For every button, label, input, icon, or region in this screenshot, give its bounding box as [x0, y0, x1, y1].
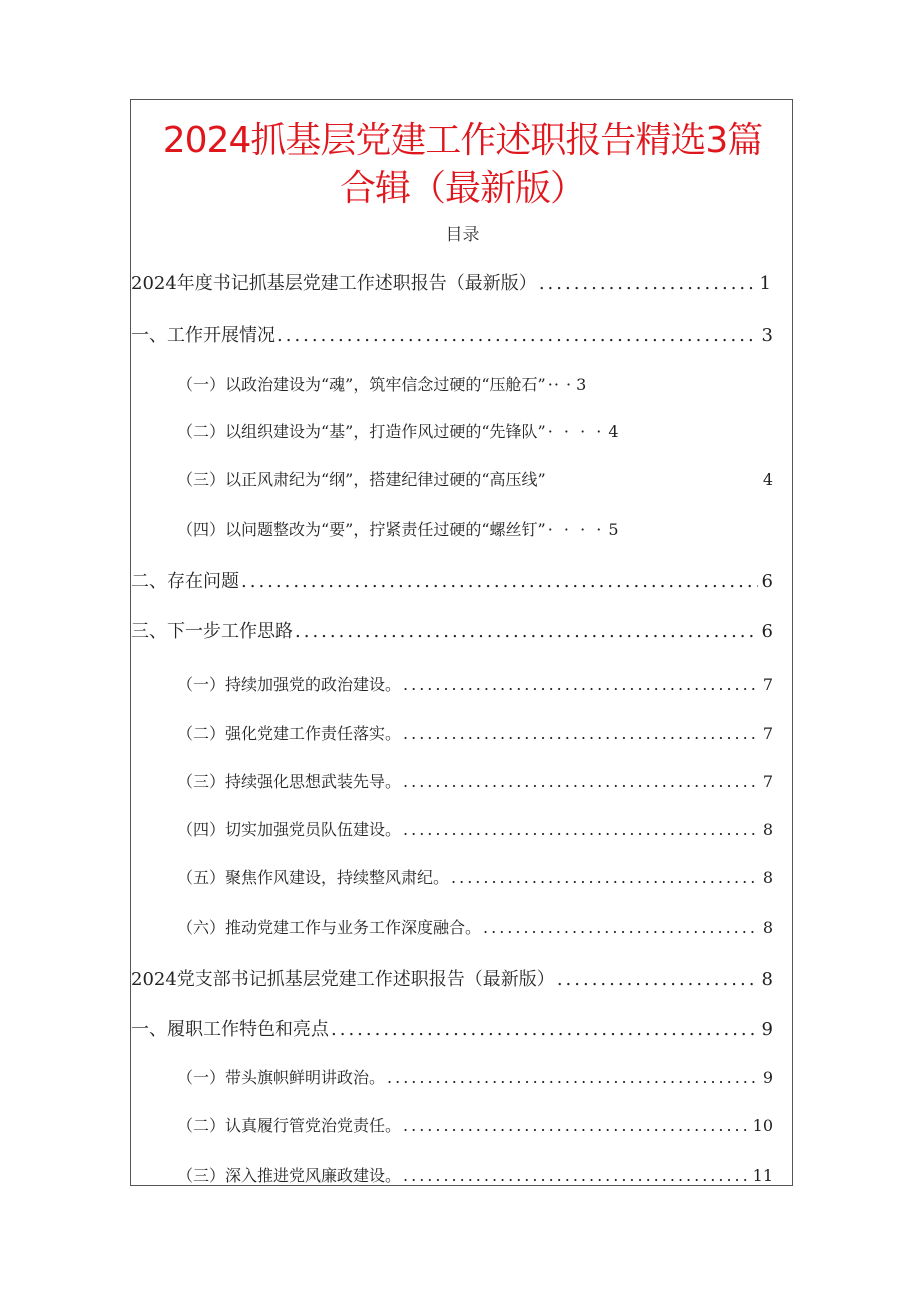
toc-leader-dots: [403, 1166, 749, 1185]
toc-entry-page: 4: [608, 422, 619, 441]
toc-entry-label: （二）认真履行管党治党责任。: [177, 1116, 402, 1135]
toc-entry-subsection[interactable]: [177, 467, 773, 493]
toc-entry-page: 7: [762, 724, 773, 743]
document-title-line-2: 合辑（最新版）: [339, 168, 585, 209]
toc-leader-dots: [403, 675, 759, 694]
toc-entry-page: 3: [761, 325, 773, 346]
toc-entry-label: 2024党支部书记抓基层党建工作述职报告（最新版）: [131, 969, 555, 990]
toc-entry-label: 一、履职工作特色和亮点: [131, 1019, 329, 1040]
toc-entry-page: 5: [608, 520, 619, 539]
toc-leader-dots: [241, 571, 758, 592]
toc-leader-dots: [557, 969, 758, 990]
toc-entry-label: 一、工作开展情况: [131, 325, 275, 346]
toc-entry-label: 2024年度书记抓基层党建工作述职报告（最新版）: [131, 273, 537, 294]
toc-entry-page: 8: [762, 918, 773, 937]
toc-entry-section[interactable]: [131, 617, 773, 643]
toc-entry-page: 6: [761, 571, 773, 592]
toc-entry-page: 8: [762, 820, 773, 839]
toc-leader-dots: [483, 918, 759, 937]
toc-entry-report-1[interactable]: [131, 269, 771, 295]
toc-entry-label: （三）持续强化思想武装先导。: [177, 772, 402, 791]
toc-entry-label: （一）以政治建设为“魂”，筑牢信念过硬的“压舱石”: [177, 375, 546, 394]
toc-leader-dots: [548, 422, 605, 441]
toc-leader-dots: [331, 1019, 758, 1040]
toc-entry-label: （四）以问题整改为“要”，拧紧责任过硬的“螺丝钉”: [177, 520, 546, 539]
toc-leader-dots: [548, 520, 605, 539]
toc-entry-label: 二、存在问题: [131, 571, 239, 592]
toc-entry-label: （一）持续加强党的政治建设。: [177, 675, 402, 694]
toc-entry-section[interactable]: [131, 1015, 773, 1041]
toc-leader-dots: [403, 1116, 749, 1135]
toc-entry-label: （六）推动党建工作与业务工作深度融合。: [177, 918, 482, 937]
toc-entry-label: （五）聚焦作风建设，持续整风肃纪。: [177, 868, 450, 887]
toc-entry-subsection[interactable]: [177, 865, 773, 891]
toc-entry-page: 8: [761, 969, 773, 990]
toc-entry-subsection[interactable]: [177, 1065, 773, 1091]
toc-entry-subsection[interactable]: [177, 419, 619, 445]
toc-leader-dots: [403, 820, 759, 839]
toc-leader-dots: [403, 772, 759, 791]
document-title-line-1: 2024抓基层党建工作述职报告精选3篇: [162, 120, 763, 161]
toc-entry-label: （二）以组织建设为“基”，打造作风过硬的“先锋队”: [177, 422, 546, 441]
toc-entry-section[interactable]: [131, 567, 773, 593]
toc-entry-page: 6: [761, 621, 773, 642]
toc-entry-page: 9: [761, 1019, 773, 1040]
toc-entry-subsection[interactable]: [177, 672, 773, 698]
toc-leader-dots: [277, 325, 758, 346]
toc-entry-label: （三）以正风肃纪为“纲”，搭建纪律过硬的“高压线”: [177, 470, 546, 489]
toc-leader-dots: [548, 375, 572, 394]
toc-entry-label: （三）深入推进党风廉政建设。: [177, 1166, 402, 1185]
toc-leader-dots: [295, 621, 758, 642]
toc-entry-section[interactable]: [131, 321, 773, 347]
toc-entry-subsection[interactable]: [177, 769, 773, 795]
toc-entry-label: 三、下一步工作思路: [131, 621, 293, 642]
toc-leader-dots: [403, 724, 759, 743]
toc-entry-page: 7: [762, 675, 773, 694]
toc-entry-page: 11: [752, 1166, 773, 1185]
toc-entry-subsection[interactable]: [177, 915, 773, 941]
toc-entry-page: 7: [762, 772, 773, 791]
toc-entry-label: （四）切实加强党员队伍建设。: [177, 820, 402, 839]
toc-entry-page: 1: [759, 273, 771, 294]
toc-entry-label: （二）强化党建工作责任落实。: [177, 724, 402, 743]
toc-entry-subsection[interactable]: [177, 1163, 773, 1189]
toc-leader-dots: [451, 868, 759, 887]
toc-entry-subsection[interactable]: [177, 1113, 773, 1139]
toc-entry-page: 8: [762, 868, 773, 887]
toc-entry-page: 9: [762, 1068, 773, 1087]
toc-leader-dots: [539, 273, 756, 294]
toc-entry-subsection[interactable]: [177, 372, 586, 398]
toc-entry-subsection[interactable]: [177, 817, 773, 843]
toc-entry-page: 10: [752, 1116, 773, 1135]
toc-entry-page: 4: [762, 470, 773, 489]
toc-leader-dots: [387, 1068, 759, 1087]
toc-entry-label: （一）带头旗帜鲜明讲政治。: [177, 1068, 386, 1087]
toc-entry-subsection[interactable]: [177, 721, 773, 747]
document-frame: [130, 99, 793, 1186]
toc-heading: 目录: [445, 225, 480, 245]
toc-entry-report-2[interactable]: [131, 965, 773, 991]
toc-entry-subsection[interactable]: [177, 517, 619, 543]
toc-entry-page: 3: [576, 375, 587, 394]
